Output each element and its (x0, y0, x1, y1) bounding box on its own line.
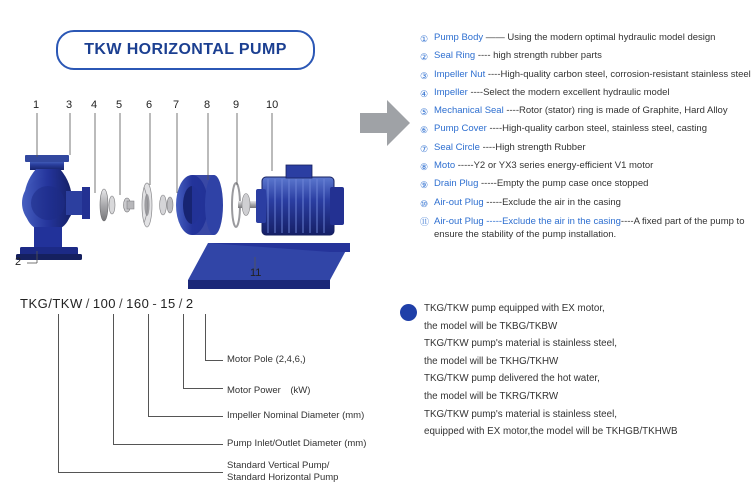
model-leader-pole-h (205, 360, 223, 361)
page-title-text: TKW HORIZONTAL PUMP (84, 41, 287, 58)
legend-item-1 (420, 32, 752, 45)
callout-1: 1 (33, 99, 40, 111)
note-line: the model will be TKHG/TKHW (424, 355, 559, 367)
note-lines (424, 300, 744, 441)
impeller-shape (142, 183, 152, 227)
legend-item-9 (420, 178, 752, 191)
legend-text (434, 69, 751, 81)
callout-4: 4 (91, 99, 98, 111)
pump-body-shape (16, 155, 90, 260)
legend-text (434, 160, 653, 172)
legend-number: ② (420, 52, 429, 63)
legend-item-2 (420, 50, 752, 63)
model-leader-standard (58, 314, 59, 472)
legend-part-desc: -----Empty the pump case once stopped (481, 178, 649, 190)
legend-item-6 (420, 123, 752, 136)
base-plate-shape (188, 243, 350, 289)
model-separator-1: / (85, 296, 90, 311)
note-line: TKG/TKW pump's material is stainless steel, (424, 408, 617, 420)
legend-part-name: Pump Body (434, 32, 484, 43)
legend-part-name: Impeller (434, 86, 468, 98)
note-line: TKG/TKW pump delivered the hot water, (424, 373, 600, 385)
model-leader-impeller (148, 314, 149, 416)
impeller-nut-shape (124, 198, 135, 212)
callout-9: 9 (233, 99, 240, 111)
legend-text (434, 87, 670, 99)
model-segment-2: 160 (126, 296, 150, 311)
legend-text (434, 142, 586, 154)
legend-text (434, 32, 715, 44)
legend-number: ⑩ (420, 198, 429, 209)
legend-part-desc: ----High strength Rubber (482, 141, 586, 153)
legend-number: ⑥ (420, 125, 429, 136)
legend-part-desc: ----High-quality carbon steel, stainless steel, casting (489, 123, 707, 135)
callout-5: 5 (116, 99, 123, 111)
legend-item-11 (420, 215, 752, 241)
legend-part-desc: ----Select the modern excellent hydraulic model (470, 86, 670, 98)
model-leader-standard-h (58, 472, 223, 473)
legend-item-3 (420, 69, 752, 82)
bullet-icon (400, 304, 417, 321)
legend-item-10 (420, 197, 752, 210)
legend-number: ⑦ (420, 143, 429, 154)
legend-part-name: Seal Circle (434, 141, 480, 153)
legend-part-desc: ----High-quality carbon steel, corrosion-resistant stainless steel (487, 68, 751, 80)
legend-part-desc: ----A fixed part of the pump to ensure the stability of the pump installation. (434, 215, 745, 240)
legend-number: ⑨ (420, 180, 429, 191)
callout-3: 3 (66, 99, 73, 111)
model-segment-3: 15 (160, 296, 176, 311)
parts-legend-list (420, 32, 752, 246)
legend-part-name: Seal Ring (434, 50, 476, 62)
legend-number: ③ (420, 70, 429, 81)
model-segment-1: 100 (92, 296, 117, 311)
model-label-motor-pole: Motor Pole (2,4,6,) (227, 354, 306, 365)
model-label-standard-vertical: Standard Vertical Pump/ (227, 460, 330, 471)
legend-part-name: Impeller Nut (434, 68, 486, 80)
model-code-breakdown (20, 296, 380, 492)
legend-text (434, 123, 707, 135)
callout-6: 6 (146, 99, 153, 111)
model-label-motor-power: Motor Power (kW) (227, 385, 311, 396)
model-leader-inlet (113, 314, 114, 444)
legend-item-5 (420, 105, 752, 118)
callout-10: 10 (266, 99, 279, 111)
legend-item-8 (420, 160, 752, 173)
legend-part-name: Mechanical Seal (434, 105, 504, 117)
mechanical-seal-shape (160, 195, 173, 215)
legend-part-desc: —— Using the modern optimal hydraulic model design (485, 32, 716, 43)
model-label-standard-horizontal: Standard Horizontal Pump (227, 472, 339, 483)
legend-part-name: Moto (434, 160, 456, 172)
legend-part-desc: ---- high strength rubber parts (477, 50, 602, 62)
model-prefix: TKG/TKW (20, 296, 83, 311)
model-code-line (20, 296, 194, 311)
note-line: the model will be TKRG/TKRW (424, 390, 559, 402)
legend-text (434, 178, 648, 190)
legend-part-name: Air-out Plug -----Exclude the air in the casing (434, 215, 621, 227)
legend-text (434, 197, 621, 209)
legend-part-name: Drain Plug (434, 178, 479, 190)
model-segment-4: 2 (185, 296, 194, 311)
seal-ring-shape (100, 189, 115, 221)
legend-number: ⑧ (420, 162, 429, 173)
pump-exploded-diagram (0, 95, 400, 290)
model-separator-2: / (119, 296, 124, 311)
pump-cover-shape (176, 175, 223, 235)
legend-number: ④ (420, 88, 429, 99)
legend-number: ⑪ (420, 216, 430, 227)
callout-2: 2 (15, 256, 22, 268)
right-arrow-icon (360, 100, 410, 146)
legend-item-4 (420, 87, 752, 100)
model-leader-pole (205, 314, 206, 360)
legend-part-desc: ----Rotor (stator) ring is made of Graphite, Hard Alloy (506, 105, 728, 117)
note-line: equipped with EX motor,the model will be TKHGB/TKHWB (424, 426, 678, 438)
legend-number: ⑤ (420, 107, 429, 118)
callout-7: 7 (173, 99, 180, 111)
legend-part-name: Pump Cover (434, 123, 487, 135)
model-leader-inlet-h (113, 444, 223, 445)
legend-text (434, 50, 602, 62)
legend-item-7 (420, 142, 752, 155)
model-label-impeller-diameter: Impeller Nominal Diameter (mm) (227, 410, 365, 421)
pump-drawing-svg (0, 95, 400, 290)
model-label-inlet-outlet-diameter: Pump Inlet/Outlet Diameter (mm) (227, 438, 367, 449)
model-leader-impeller-h (148, 416, 223, 417)
callout-11: 11 (250, 267, 262, 279)
legend-text (434, 215, 752, 241)
legend-text (434, 105, 728, 117)
legend-number: ① (420, 34, 429, 44)
page-title (56, 30, 315, 70)
legend-part-name: Air-out Plug (434, 196, 484, 208)
model-separator-4: / (178, 296, 183, 311)
legend-part-desc: -----Exclude the air in the casing (486, 196, 621, 208)
note-line: TKG/TKW pump equipped with EX motor, (424, 303, 605, 314)
callout-8: 8 (204, 99, 211, 111)
model-separator-3: - (152, 296, 158, 311)
model-leader-power-h (183, 388, 223, 389)
motor-shape (256, 165, 344, 235)
note-line: TKG/TKW pump's material is stainless steel, (424, 338, 617, 350)
model-leader-power (183, 314, 184, 388)
legend-part-desc: -----Y2 or YX3 series energy-efficient V1 motor (457, 160, 654, 172)
note-line: the model will be TKBG/TKBW (424, 320, 558, 332)
